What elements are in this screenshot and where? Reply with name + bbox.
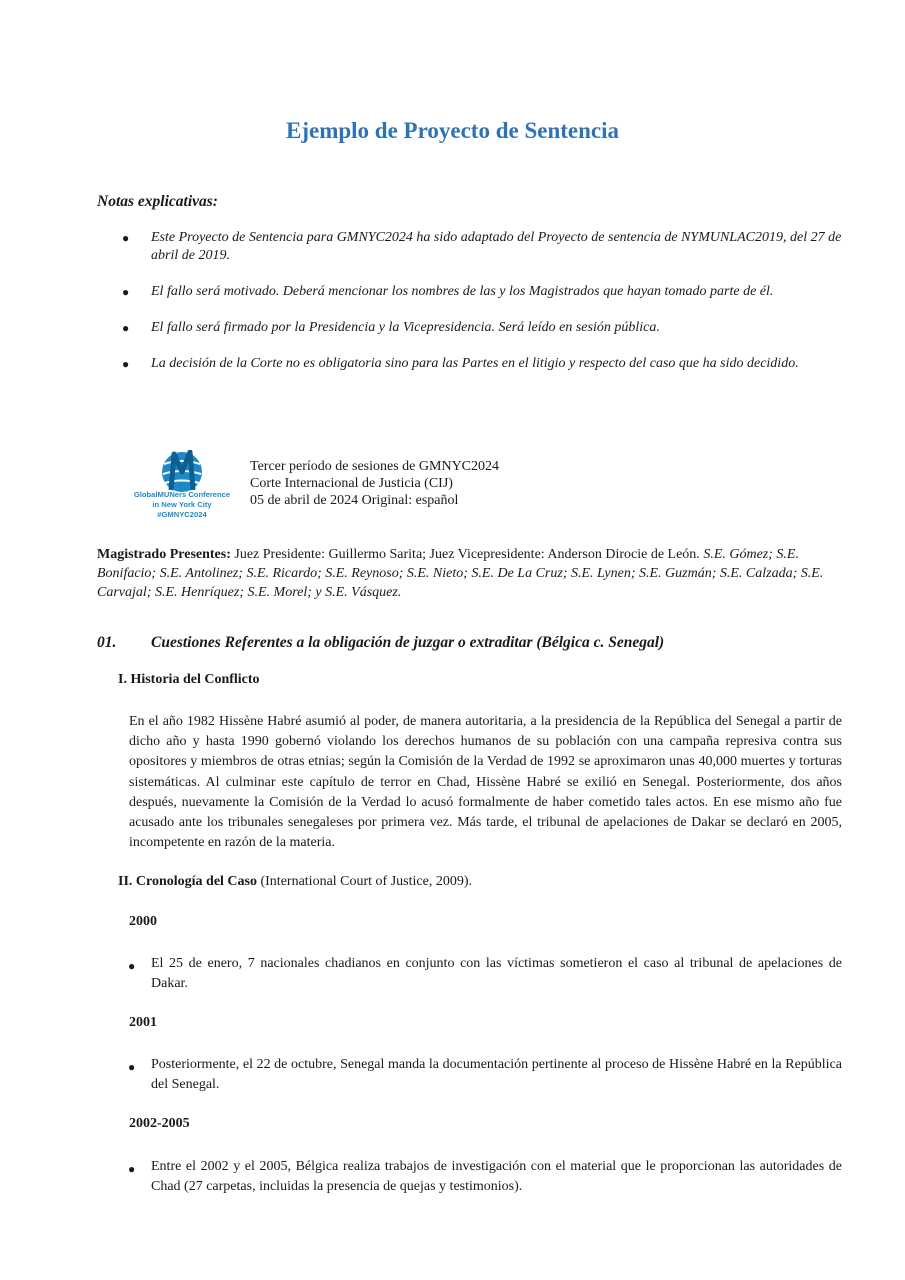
section-number: 01. xyxy=(97,634,117,651)
historia-paragraph: En el año 1982 Hissène Habré asumió al poder, de manera autoritaria, a la presidencia de la República del Senegal a partir de dicho año y hasta 1990 gobernó violando los derechos humanos de su población con una campaña represiva contra sus opositores y miembros de otras etnias; según la Comisión de la Verdad de 1992 se aproximaron unas 40,000 muertes y torturas sistemáticas. Al culminar este capítulo de terror en Chad, Hissène Habré se exilió en Senegal. Posteriormente, dos años después, nuevamente la Comisión de la Verdad lo acusó formalmente de haber cometido tales actos. En ese mismo año fue acusado ante los tribunales senegaleses por primera vez. Más tarde, el tribunal de apelaciones de Dakar se declaró en 2005, incompetente en razón de la materia. xyxy=(129,714,842,851)
bullet-icon: ● xyxy=(122,321,130,335)
cronologia-source: (International Court of Justice, 2009). xyxy=(256,874,472,889)
section-title: Cuestiones Referentes a la obligación de juzgar o extraditar (Bélgica c. Senegal) xyxy=(151,634,665,651)
session-line: Tercer período de sesiones de GMNYC2024 xyxy=(250,459,500,474)
bullet-icon: ● xyxy=(128,1060,136,1074)
note-item xyxy=(0,229,905,265)
session-info xyxy=(250,458,499,509)
conference-logo xyxy=(126,450,238,524)
timeline-item xyxy=(128,1055,842,1095)
timeline-item xyxy=(128,1157,842,1197)
magistrados-presentes xyxy=(97,545,842,602)
notes-list xyxy=(0,229,905,391)
cronologia-heading xyxy=(118,874,472,890)
note-text: El fallo será firmado por la Presidencia y la Vicepresidencia. Será leído en sesión pública. xyxy=(151,320,660,335)
magistrados-list: S.E. Gómez; S.E. Bonifacio; S.E. Antolinez; S.E. Ricardo; S.E. Reynoso; S.E. Nieto; S.E. De La Cruz; S.E. Lynen; S.E. Guzmán; S.E. Calzada; S.E. Carvajal; S.E. Henríquez; S.E. Morel; y S.E. Vásquez. xyxy=(97,547,824,600)
historia-heading: I. Historia del Conflicto xyxy=(118,672,260,687)
bullet-icon: ● xyxy=(122,357,130,371)
note-item xyxy=(0,283,905,301)
timeline-text: Entre el 2002 y el 2005, Bélgica realiza trabajos de investigación con el material que le proporcionan las autoridades de Chad (27 carpetas, incluidas la presencia de quejas y testimonios). xyxy=(151,1159,842,1194)
timeline-year: 2001 xyxy=(129,1015,157,1030)
cronologia-title: II. Cronología del Caso xyxy=(118,874,257,889)
section-heading xyxy=(97,634,664,652)
logo-line: GlobalMUNers Conference xyxy=(133,490,231,499)
logo-line: in New York City xyxy=(152,500,212,509)
notes-heading: Notas explicativas: xyxy=(97,193,218,210)
logo-line: #GMNYC2024 xyxy=(157,510,207,519)
timeline-year: 2002-2005 xyxy=(129,1116,190,1131)
magistrados-label: Magistrado Presentes: xyxy=(97,547,231,562)
court-line: Corte Internacional de Justicia (CIJ) xyxy=(250,476,453,491)
session-header xyxy=(126,450,826,530)
timeline-year: 2000 xyxy=(129,914,157,929)
timeline-text: El 25 de enero, 7 nacionales chadianos en conjunto con las víctimas sometieron el caso al tribunal de apelaciones de Dakar. xyxy=(151,956,842,991)
bullet-icon: ● xyxy=(122,231,130,245)
bullet-icon: ● xyxy=(122,285,130,299)
bullet-icon: ● xyxy=(128,959,136,973)
magistrados-presidency: Juez Presidente: Guillermo Sarita; Juez Vicepresidente: Anderson Dirocie de León. xyxy=(230,547,704,562)
document-title: Ejemplo de Proyecto de Sentencia xyxy=(285,118,620,143)
bullet-icon: ● xyxy=(128,1162,136,1176)
note-text: La decisión de la Corte no es obligatoria sino para las Partes en el litigio y respecto del caso que ha sido decidido. xyxy=(151,356,799,371)
note-text: Este Proyecto de Sentencia para GMNYC2024 ha sido adaptado del Proyecto de sentencia de NYMUNLAC2019, del 27 de abril de 2019. xyxy=(151,230,842,263)
note-text: El fallo será motivado. Deberá mencionar los nombres de las y los Magistrados que hayan tomado parte de él. xyxy=(151,284,774,299)
timeline-text: Posteriormente, el 22 de octubre, Senegal manda la documentación pertinente al proceso de Hissène Habré en la República del Senegal. xyxy=(151,1057,842,1092)
note-item xyxy=(0,355,905,373)
date-line: 05 de abril de 2024 Original: español xyxy=(250,493,459,508)
timeline-item xyxy=(128,954,842,994)
note-item xyxy=(0,319,905,337)
